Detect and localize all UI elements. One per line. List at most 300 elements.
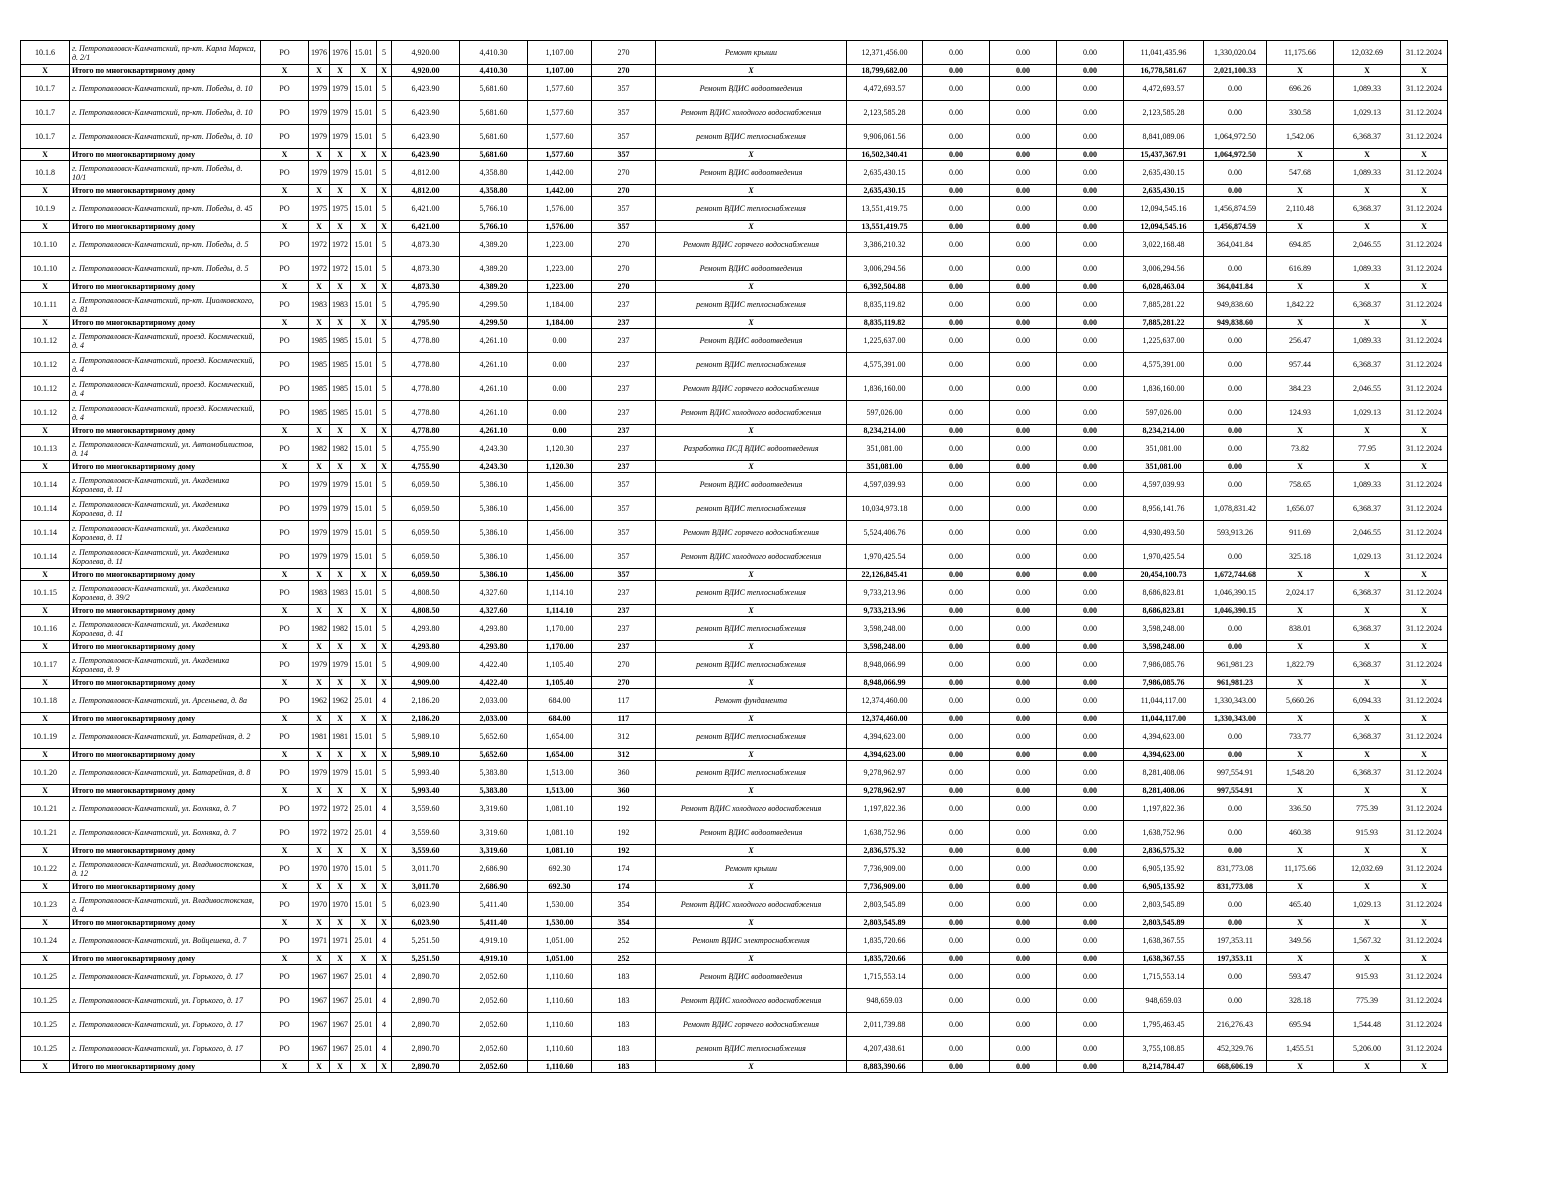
fund-regional-cell: 0.00 xyxy=(990,797,1057,821)
living-area-cell: 4,410.30 xyxy=(460,41,528,65)
total-area-cell: 4,795.90 xyxy=(392,317,460,329)
deadline-cell: X xyxy=(1401,953,1448,965)
address-cell: Итого по многоквартирному дому xyxy=(70,881,261,893)
total-row xyxy=(21,1061,1448,1073)
address-cell: Итого по многоквартирному дому xyxy=(70,221,261,233)
fund-owners-cell: 8,686,823.81 xyxy=(1124,581,1204,605)
fund-type-cell: X xyxy=(261,65,309,77)
fund-regional-cell: 0.00 xyxy=(990,521,1057,545)
non-living-area-cell: 1,114.10 xyxy=(528,605,592,617)
row-number-cell: 10.1.10 xyxy=(21,233,70,257)
table-row xyxy=(21,353,1448,377)
fund-regional-cell: 0.00 xyxy=(990,353,1057,377)
total-area-cell: 5,993.40 xyxy=(392,761,460,785)
completion-year-cell: X xyxy=(330,713,351,725)
fund-local-cell: 0.00 xyxy=(1057,821,1124,845)
living-area-cell: 4,299.50 xyxy=(460,293,528,317)
fund-regional-cell: 0.00 xyxy=(990,317,1057,329)
address-cell: г. Петропавловск-Камчатский, пр-кт. Победы, д. 5 xyxy=(70,233,261,257)
floors-cell: 5 xyxy=(377,329,392,353)
non-living-area-cell: 1,456.00 xyxy=(528,521,592,545)
fund-federal-cell: 0.00 xyxy=(923,1013,990,1037)
fund-federal-cell: 0.00 xyxy=(923,761,990,785)
commission-year-cell: 1979 xyxy=(309,125,330,149)
total-area-cell: 6,423.90 xyxy=(392,77,460,101)
living-area-cell: 4,293.80 xyxy=(460,617,528,641)
living-area-cell: 5,766.10 xyxy=(460,197,528,221)
fund-federal-cell: 0.00 xyxy=(923,65,990,77)
address-cell: Итого по многоквартирному дому xyxy=(70,713,261,725)
table-row xyxy=(21,965,1448,989)
fund-other-cell: 0.00 xyxy=(1204,845,1267,857)
unit-cost-cell: 1,842.22 xyxy=(1267,293,1334,317)
address-cell: г. Петропавловск-Камчатский, ул. Арсеньева, д. 8а xyxy=(70,689,261,713)
fund-other-cell: 0.00 xyxy=(1204,353,1267,377)
address-cell: г. Петропавловск-Камчатский, пр-кт. Циолковского, д. 81 xyxy=(70,293,261,317)
non-living-area-cell: 0.00 xyxy=(528,329,592,353)
total-area-cell: 6,023.90 xyxy=(392,917,460,929)
max-unit-cost-cell: 1,029.13 xyxy=(1334,545,1401,569)
work-type-cell: X xyxy=(656,425,847,437)
deadline-cell: 31.12.2024 xyxy=(1401,353,1448,377)
unit-cost-cell: 696.26 xyxy=(1267,77,1334,101)
fund-other-cell: 0.00 xyxy=(1204,545,1267,569)
commission-year-cell: X xyxy=(309,881,330,893)
total-cost-cell: 1,970,425.54 xyxy=(847,545,923,569)
fund-federal-cell: 0.00 xyxy=(923,473,990,497)
floors-cell: 4 xyxy=(377,965,392,989)
non-living-area-cell: 1,120.30 xyxy=(528,437,592,461)
deadline-cell: 31.12.2024 xyxy=(1401,893,1448,917)
floors-cell: 5 xyxy=(377,437,392,461)
fund-local-cell: 0.00 xyxy=(1057,185,1124,197)
residents-cell: 270 xyxy=(592,233,656,257)
floors-cell: 4 xyxy=(377,689,392,713)
row-number-cell: X xyxy=(21,641,70,653)
completion-year-cell: 1985 xyxy=(330,353,351,377)
non-living-area-cell: 1,442.00 xyxy=(528,161,592,185)
total-cost-cell: 351,081.00 xyxy=(847,437,923,461)
table-row xyxy=(21,857,1448,881)
unit-cost-cell: X xyxy=(1267,917,1334,929)
max-unit-cost-cell: X xyxy=(1334,425,1401,437)
non-living-area-cell: 1,530.00 xyxy=(528,893,592,917)
commission-year-cell: X xyxy=(309,425,330,437)
fund-federal-cell: 0.00 xyxy=(923,617,990,641)
wall-material-cell: 15.01 xyxy=(351,293,377,317)
residents-cell: 312 xyxy=(592,749,656,761)
fund-local-cell: 0.00 xyxy=(1057,953,1124,965)
fund-local-cell: 0.00 xyxy=(1057,377,1124,401)
residents-cell: 270 xyxy=(592,281,656,293)
commission-year-cell: 1979 xyxy=(309,497,330,521)
total-cost-cell: 12,371,456.00 xyxy=(847,41,923,65)
wall-material-cell: X xyxy=(351,425,377,437)
total-area-cell: 5,993.40 xyxy=(392,785,460,797)
total-cost-cell: 2,011,739.88 xyxy=(847,1013,923,1037)
fund-other-cell: 0.00 xyxy=(1204,893,1267,917)
fund-other-cell: 0.00 xyxy=(1204,461,1267,473)
floors-cell: X xyxy=(377,1061,392,1073)
address-cell: г. Петропавловск-Камчатский, пр-кт. Победы, д. 5 xyxy=(70,257,261,281)
wall-material-cell: 15.01 xyxy=(351,233,377,257)
fund-regional-cell: 0.00 xyxy=(990,461,1057,473)
deadline-cell: X xyxy=(1401,881,1448,893)
fund-other-cell: 0.00 xyxy=(1204,965,1267,989)
commission-year-cell: 1971 xyxy=(309,929,330,953)
floors-cell: X xyxy=(377,785,392,797)
fund-local-cell: 0.00 xyxy=(1057,1037,1124,1061)
completion-year-cell: X xyxy=(330,461,351,473)
completion-year-cell: 1962 xyxy=(330,689,351,713)
fund-federal-cell: 0.00 xyxy=(923,881,990,893)
fund-regional-cell: 0.00 xyxy=(990,1037,1057,1061)
total-area-cell: 6,423.90 xyxy=(392,101,460,125)
fund-federal-cell: 0.00 xyxy=(923,917,990,929)
floors-cell: 5 xyxy=(377,125,392,149)
fund-owners-cell: 2,803,545.89 xyxy=(1124,893,1204,917)
total-area-cell: 4,778.80 xyxy=(392,353,460,377)
table-row xyxy=(21,197,1448,221)
non-living-area-cell: 1,051.00 xyxy=(528,929,592,953)
living-area-cell: 4,410.30 xyxy=(460,65,528,77)
wall-material-cell: X xyxy=(351,569,377,581)
fund-local-cell: 0.00 xyxy=(1057,545,1124,569)
fund-other-cell: 216,276.43 xyxy=(1204,1013,1267,1037)
completion-year-cell: X xyxy=(330,605,351,617)
fund-type-cell: X xyxy=(261,281,309,293)
non-living-area-cell: 1,105.40 xyxy=(528,677,592,689)
residents-cell: 312 xyxy=(592,725,656,749)
fund-other-cell: 1,672,744.68 xyxy=(1204,569,1267,581)
address-cell: Итого по многоквартирному дому xyxy=(70,65,261,77)
fund-other-cell: 0.00 xyxy=(1204,257,1267,281)
fund-federal-cell: 0.00 xyxy=(923,785,990,797)
max-unit-cost-cell: 1,029.13 xyxy=(1334,893,1401,917)
residents-cell: 183 xyxy=(592,1013,656,1037)
fund-type-cell: РО xyxy=(261,965,309,989)
residents-cell: 237 xyxy=(592,461,656,473)
fund-federal-cell: 0.00 xyxy=(923,713,990,725)
fund-other-cell: 0.00 xyxy=(1204,425,1267,437)
unit-cost-cell: X xyxy=(1267,641,1334,653)
fund-local-cell: 0.00 xyxy=(1057,41,1124,65)
fund-federal-cell: 0.00 xyxy=(923,197,990,221)
floors-cell: 5 xyxy=(377,101,392,125)
deadline-cell: 31.12.2024 xyxy=(1401,761,1448,785)
table-row xyxy=(21,893,1448,917)
total-cost-cell: 9,906,061.56 xyxy=(847,125,923,149)
total-area-cell: 3,011.70 xyxy=(392,857,460,881)
unit-cost-cell: X xyxy=(1267,713,1334,725)
fund-owners-cell: 948,659.03 xyxy=(1124,989,1204,1013)
total-cost-cell: 1,835,720.66 xyxy=(847,953,923,965)
commission-year-cell: 1979 xyxy=(309,161,330,185)
living-area-cell: 2,033.00 xyxy=(460,713,528,725)
total-cost-cell: 13,551,419.75 xyxy=(847,221,923,233)
fund-federal-cell: 0.00 xyxy=(923,1037,990,1061)
address-cell: г. Петропавловск-Камчатский, пр-кт. Победы, д. 10 xyxy=(70,125,261,149)
row-number-cell: X xyxy=(21,785,70,797)
deadline-cell: 31.12.2024 xyxy=(1401,545,1448,569)
total-area-cell: 3,559.60 xyxy=(392,845,460,857)
fund-owners-cell: 351,081.00 xyxy=(1124,437,1204,461)
floors-cell: X xyxy=(377,845,392,857)
max-unit-cost-cell: 1,029.13 xyxy=(1334,101,1401,125)
fund-regional-cell: 0.00 xyxy=(990,185,1057,197)
living-area-cell: 5,681.60 xyxy=(460,125,528,149)
address-cell: г. Петропавловск-Камчатский, ул. Горького, д. 17 xyxy=(70,1037,261,1061)
living-area-cell: 5,383.80 xyxy=(460,785,528,797)
living-area-cell: 4,243.30 xyxy=(460,461,528,473)
unit-cost-cell: 1,542.06 xyxy=(1267,125,1334,149)
fund-regional-cell: 0.00 xyxy=(990,545,1057,569)
completion-year-cell: 1985 xyxy=(330,401,351,425)
total-cost-cell: 10,034,973.18 xyxy=(847,497,923,521)
commission-year-cell: 1985 xyxy=(309,329,330,353)
floors-cell: 5 xyxy=(377,581,392,605)
unit-cost-cell: X xyxy=(1267,569,1334,581)
fund-other-cell: 961,981.23 xyxy=(1204,677,1267,689)
commission-year-cell: 1967 xyxy=(309,1037,330,1061)
wall-material-cell: 15.01 xyxy=(351,125,377,149)
completion-year-cell: 1975 xyxy=(330,197,351,221)
row-number-cell: 10.1.11 xyxy=(21,293,70,317)
wall-material-cell: 25.01 xyxy=(351,689,377,713)
deadline-cell: 31.12.2024 xyxy=(1401,329,1448,353)
fund-type-cell: РО xyxy=(261,521,309,545)
total-cost-cell: 12,374,460.00 xyxy=(847,713,923,725)
completion-year-cell: 1972 xyxy=(330,821,351,845)
fund-type-cell: X xyxy=(261,677,309,689)
fund-regional-cell: 0.00 xyxy=(990,161,1057,185)
wall-material-cell: X xyxy=(351,881,377,893)
fund-owners-cell: 1,638,367.55 xyxy=(1124,929,1204,953)
total-cost-cell: 2,803,545.89 xyxy=(847,893,923,917)
deadline-cell: X xyxy=(1401,185,1448,197)
wall-material-cell: X xyxy=(351,65,377,77)
fund-local-cell: 0.00 xyxy=(1057,881,1124,893)
row-number-cell: 10.1.12 xyxy=(21,401,70,425)
wall-material-cell: 15.01 xyxy=(351,257,377,281)
floors-cell: X xyxy=(377,65,392,77)
fund-type-cell: РО xyxy=(261,77,309,101)
work-type-cell: X xyxy=(656,881,847,893)
residents-cell: 237 xyxy=(592,425,656,437)
fund-regional-cell: 0.00 xyxy=(990,197,1057,221)
commission-year-cell: 1982 xyxy=(309,617,330,641)
living-area-cell: 5,386.10 xyxy=(460,497,528,521)
total-area-cell: 6,421.00 xyxy=(392,197,460,221)
fund-federal-cell: 0.00 xyxy=(923,689,990,713)
completion-year-cell: 1979 xyxy=(330,497,351,521)
living-area-cell: 4,261.10 xyxy=(460,425,528,437)
total-area-cell: 4,293.80 xyxy=(392,617,460,641)
total-cost-cell: 9,278,962.97 xyxy=(847,761,923,785)
fund-regional-cell: 0.00 xyxy=(990,617,1057,641)
floors-cell: 5 xyxy=(377,401,392,425)
row-number-cell: 10.1.17 xyxy=(21,653,70,677)
non-living-area-cell: 1,120.30 xyxy=(528,461,592,473)
fund-owners-cell: 3,598,248.00 xyxy=(1124,641,1204,653)
residents-cell: 192 xyxy=(592,797,656,821)
fund-type-cell: X xyxy=(261,881,309,893)
wall-material-cell: 15.01 xyxy=(351,761,377,785)
total-cost-cell: 1,715,553.14 xyxy=(847,965,923,989)
address-cell: г. Петропавловск-Камчатский, проезд. Космический, д. 4 xyxy=(70,377,261,401)
fund-local-cell: 0.00 xyxy=(1057,689,1124,713)
deadline-cell: 31.12.2024 xyxy=(1401,101,1448,125)
max-unit-cost-cell: X xyxy=(1334,641,1401,653)
floors-cell: 4 xyxy=(377,1013,392,1037)
work-type-cell: Ремонт ВДИС водоотведения xyxy=(656,77,847,101)
fund-other-cell: 831,773.08 xyxy=(1204,857,1267,881)
wall-material-cell: 15.01 xyxy=(351,377,377,401)
wall-material-cell: X xyxy=(351,785,377,797)
total-area-cell: 6,421.00 xyxy=(392,221,460,233)
residents-cell: 252 xyxy=(592,953,656,965)
fund-regional-cell: 0.00 xyxy=(990,857,1057,881)
work-type-cell: ремонт ВДИС теплоснабжения xyxy=(656,197,847,221)
living-area-cell: 3,319.60 xyxy=(460,821,528,845)
unit-cost-cell: 911.69 xyxy=(1267,521,1334,545)
work-type-cell: X xyxy=(656,185,847,197)
commission-year-cell: X xyxy=(309,1061,330,1073)
table-row xyxy=(21,401,1448,425)
fund-regional-cell: 0.00 xyxy=(990,233,1057,257)
completion-year-cell: 1979 xyxy=(330,545,351,569)
fund-type-cell: РО xyxy=(261,761,309,785)
total-row xyxy=(21,425,1448,437)
unit-cost-cell: 1,656.07 xyxy=(1267,497,1334,521)
fund-federal-cell: 0.00 xyxy=(923,161,990,185)
fund-federal-cell: 0.00 xyxy=(923,329,990,353)
fund-type-cell: РО xyxy=(261,1013,309,1037)
fund-owners-cell: 11,044,117.00 xyxy=(1124,713,1204,725)
fund-federal-cell: 0.00 xyxy=(923,257,990,281)
fund-type-cell: X xyxy=(261,149,309,161)
fund-type-cell: РО xyxy=(261,497,309,521)
fund-owners-cell: 2,803,545.89 xyxy=(1124,917,1204,929)
fund-type-cell: РО xyxy=(261,989,309,1013)
fund-regional-cell: 0.00 xyxy=(990,401,1057,425)
commission-year-cell: X xyxy=(309,281,330,293)
work-type-cell: X xyxy=(656,917,847,929)
deadline-cell: 31.12.2024 xyxy=(1401,497,1448,521)
residents-cell: 357 xyxy=(592,197,656,221)
work-type-cell: Ремонт ВДИС холодного водоснабжения xyxy=(656,989,847,1013)
residents-cell: 357 xyxy=(592,221,656,233)
living-area-cell: 2,052.60 xyxy=(460,1013,528,1037)
wall-material-cell: X xyxy=(351,149,377,161)
row-number-cell: X xyxy=(21,317,70,329)
completion-year-cell: X xyxy=(330,641,351,653)
max-unit-cost-cell: X xyxy=(1334,785,1401,797)
residents-cell: 360 xyxy=(592,785,656,797)
completion-year-cell: X xyxy=(330,1061,351,1073)
deadline-cell: 31.12.2024 xyxy=(1401,41,1448,65)
max-unit-cost-cell: X xyxy=(1334,569,1401,581)
total-cost-cell: 22,126,845.41 xyxy=(847,569,923,581)
address-cell: Итого по многоквартирному дому xyxy=(70,749,261,761)
wall-material-cell: 15.01 xyxy=(351,401,377,425)
fund-type-cell: РО xyxy=(261,1037,309,1061)
total-cost-cell: 1,225,637.00 xyxy=(847,329,923,353)
commission-year-cell: X xyxy=(309,569,330,581)
fund-owners-cell: 7,885,281.22 xyxy=(1124,293,1204,317)
fund-owners-cell: 3,022,168.48 xyxy=(1124,233,1204,257)
fund-local-cell: 0.00 xyxy=(1057,725,1124,749)
fund-local-cell: 0.00 xyxy=(1057,749,1124,761)
fund-type-cell: РО xyxy=(261,257,309,281)
address-cell: г. Петропавловск-Камчатский, проезд. Космический, д. 4 xyxy=(70,401,261,425)
address-cell: г. Петропавловск-Камчатский, ул. Горького, д. 17 xyxy=(70,1013,261,1037)
completion-year-cell: 1970 xyxy=(330,893,351,917)
non-living-area-cell: 1,081.10 xyxy=(528,845,592,857)
commission-year-cell: X xyxy=(309,749,330,761)
non-living-area-cell: 684.00 xyxy=(528,713,592,725)
fund-type-cell: X xyxy=(261,425,309,437)
commission-year-cell: X xyxy=(309,185,330,197)
deadline-cell: 31.12.2024 xyxy=(1401,161,1448,185)
residents-cell: 237 xyxy=(592,581,656,605)
fund-local-cell: 0.00 xyxy=(1057,353,1124,377)
max-unit-cost-cell: 6,368.37 xyxy=(1334,761,1401,785)
work-type-cell: Ремонт ВДИС холодного водоснабжения xyxy=(656,893,847,917)
total-cost-cell: 2,123,585.28 xyxy=(847,101,923,125)
fund-local-cell: 0.00 xyxy=(1057,149,1124,161)
total-cost-cell: 597,026.00 xyxy=(847,401,923,425)
living-area-cell: 5,383.80 xyxy=(460,761,528,785)
table-row xyxy=(21,617,1448,641)
total-area-cell: 2,890.70 xyxy=(392,1061,460,1073)
address-cell: Итого по многоквартирному дому xyxy=(70,845,261,857)
completion-year-cell: X xyxy=(330,749,351,761)
fund-owners-cell: 1,638,367.55 xyxy=(1124,953,1204,965)
fund-other-cell: 593,913.26 xyxy=(1204,521,1267,545)
address-cell: г. Петропавловск-Камчатский, ул. Горького, д. 17 xyxy=(70,989,261,1013)
work-type-cell: X xyxy=(656,281,847,293)
fund-other-cell: 0.00 xyxy=(1204,401,1267,425)
max-unit-cost-cell: 1,567.32 xyxy=(1334,929,1401,953)
unit-cost-cell: X xyxy=(1267,881,1334,893)
residents-cell: 174 xyxy=(592,857,656,881)
deadline-cell: X xyxy=(1401,461,1448,473)
row-number-cell: X xyxy=(21,281,70,293)
unit-cost-cell: 2,110.48 xyxy=(1267,197,1334,221)
non-living-area-cell: 1,576.00 xyxy=(528,221,592,233)
residents-cell: 270 xyxy=(592,161,656,185)
commission-year-cell: 1962 xyxy=(309,689,330,713)
total-cost-cell: 18,799,682.00 xyxy=(847,65,923,77)
commission-year-cell: X xyxy=(309,953,330,965)
residents-cell: 354 xyxy=(592,917,656,929)
total-area-cell: 5,989.10 xyxy=(392,725,460,749)
living-area-cell: 2,052.60 xyxy=(460,989,528,1013)
row-number-cell: 10.1.23 xyxy=(21,893,70,917)
row-number-cell: X xyxy=(21,845,70,857)
fund-other-cell: 997,554.91 xyxy=(1204,785,1267,797)
fund-regional-cell: 0.00 xyxy=(990,1013,1057,1037)
floors-cell: 5 xyxy=(377,497,392,521)
max-unit-cost-cell: 1,089.33 xyxy=(1334,473,1401,497)
living-area-cell: 4,389.20 xyxy=(460,257,528,281)
fund-type-cell: РО xyxy=(261,821,309,845)
deadline-cell: X xyxy=(1401,1061,1448,1073)
non-living-area-cell: 1,110.60 xyxy=(528,1013,592,1037)
fund-federal-cell: 0.00 xyxy=(923,41,990,65)
unit-cost-cell: 325.18 xyxy=(1267,545,1334,569)
